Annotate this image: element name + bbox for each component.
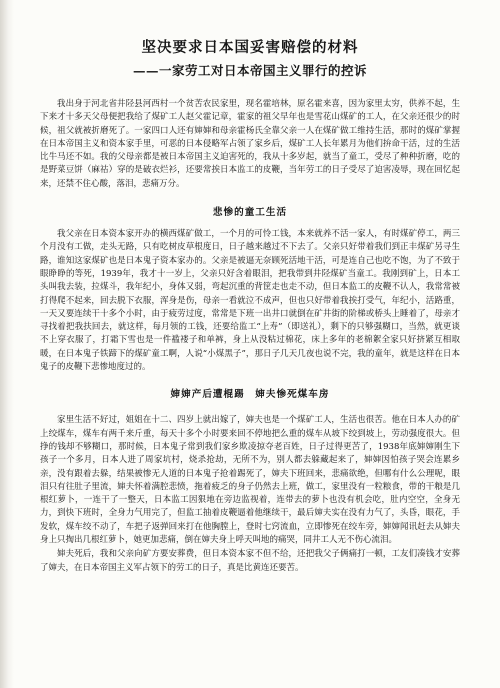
section-heading-child-labor: 悲惨的童工生活 xyxy=(212,207,288,219)
section-heading-sister-tragedy: 婶婶产后遭棍踢 婶夫惨死煤车房 xyxy=(170,389,330,401)
document-subtitle: ——一家劳工对日本帝国主义罪行的控诉 xyxy=(132,63,367,78)
child-labor-paragraph: 我父亲在日本资本家开办的横西煤矿做工，一个月的可怜工钱，本来就养不活一家人，有时煤矿停工，两三个月没有工做，走头无路，只有吃树皮草根度日，日子越来越过不下去了。父亲只好带着我们到正丰煤矿另寻生路，谁知这家煤矿也是日本鬼子资本家办的。父亲是被逼无奈顾死活地干活，可是连自己也吃不饱，为了不致于眼睁睁的等死，1939年，我才十一岁上，父亲只好含着眼泪，把我带到井陉煤矿当童工。我刚到矿上，日本工头叫我去装，拉煤斗，我年纪小，身体又弱，弯起沉重的背筐走也走不动，但日本监工的皮鞭不认人，我常常被打得爬不起来，回去脱下衣服，浑身是伤，母亲一看就泣不成声，但也只好带着我挨打受气，年纪小，活路重，一天又要连续干十多个小时，由于疲劳过度，常常是下班一出井口就倒在矿井街的阶梯或桥头上睡着了，母亲才寻找着把我扶回去，就这样，每月领的工钱，还要给监工“上寿”（即送礼），剩下的只够强糊口，当然，就更谈不上穿衣服了，打霜下雪也是一件褴褛子和单裤，身上从没粘过棉花，床上多年的老棉絮全家只好挤紧互相取暖，在日本鬼子铁蹄下的煤矿童工啊，人说“小煤黑子”，那日子几天几夜也说不完，我的童年，就是这样在日本鬼子的皮鞭下悲惨地度过的。 xyxy=(40,229,460,373)
sister-tragedy-paragraph-2: 婶夫死后，我和父亲向矿方要安葬费，但日本资本家不但不给，还把我父子俩痛打一顿，工友们凑钱才安葬了婶夫，在日本帝国主义军占领下的劳工的日子，真是比黄连还要苦。 xyxy=(40,549,460,573)
sister-tragedy-paragraph-1: 家里生活不好过，姐姐在十二、四岁上就出嫁了，婶夫也是一个煤矿工人，生活也很苦。他在日本人办的矿上绞煤车，煤车有两千来斤重，每天十多个小时要来回不停地把么重的煤车从坡下绞到坡上，劳动强度很大。但挣的钱却不够糊口，那时候，日本鬼子常到我们家乡欺凌掠夺老百姓，日子过得更苦了，1938年底婶婶刚生下孩子一个多月，日本人进了周家坑村，烧杀抢劫，无所不为，别人都去躲藏起来了，婶婶因怕孩子哭会连累乡亲，没有跟着去躲，结果被惨无人道的日本鬼子抢着踢死了，婶夫下班回来，悲痛欲绝，但哪有什么公理呢，眼泪只有往肚子里流，婶夫怀着满腔悲愤，拖着疲乏的身子仍然去上班，做工，家里没有一粒粮食，带的干粮是几根红萝卜，一连干了一整天，日本监工因狠地在旁边监视着，连带去的萝卜也没有机会吃，肚内空空，全身无力，到快下班时，全身力气用完了，但监工抽着皮鞭逼着他继续干，最后婶夫实在没有力气了，头昏，眼花，手发软，煤车绞不动了，车把子返弹回来打在他胸膛上，登时七窍流血，立即惨死在绞车旁，婶婶闻讯赶去从婶夫身上只掏出几根红萝卜，她更加悲痛，倒在婶夫身上呼天叫地的痛哭，同井工人无不伤心流泪。 xyxy=(40,415,460,546)
paper-edge-shadow xyxy=(0,0,14,688)
intro-paragraph: 我出身于河北省井陉县河西村一个贫苦农民家里，现名霍培林，原名霍来喜，因为家里太穷，供养不起，生下来才十多天父母便把我给了煤矿工人赵父霍记章，霍家的祖父早年也是雪花山煤矿的工人，在父亲还很少的时候，祖父就被折磨死了。一家四口人还有婶婶和母亲霍杨氏全靠父亲一人在煤矿做工维持生活，那时的煤矿掌握在日本帝国主义和资本家手里，可恶的日本侵略军占领了家乡后，煤矿工人长年累月为他们拚命干活，过的生活比牛马还不如。我的父母亲都是被日本帝国主义迫害死的，我从十多岁起，就当了童工，受尽了种种折磨，吃的是野菜豆饼（麻祜）穿的是破衣烂衫，还要常挨日本监工的皮鞭，当年劳工的日子受尽了迫害凌辱，现在回忆起来，还禁不住心酸，落泪，悲痛万分。 xyxy=(40,99,460,189)
document-title: 坚决要求日本国妥害赔偿的材料 xyxy=(141,39,359,56)
